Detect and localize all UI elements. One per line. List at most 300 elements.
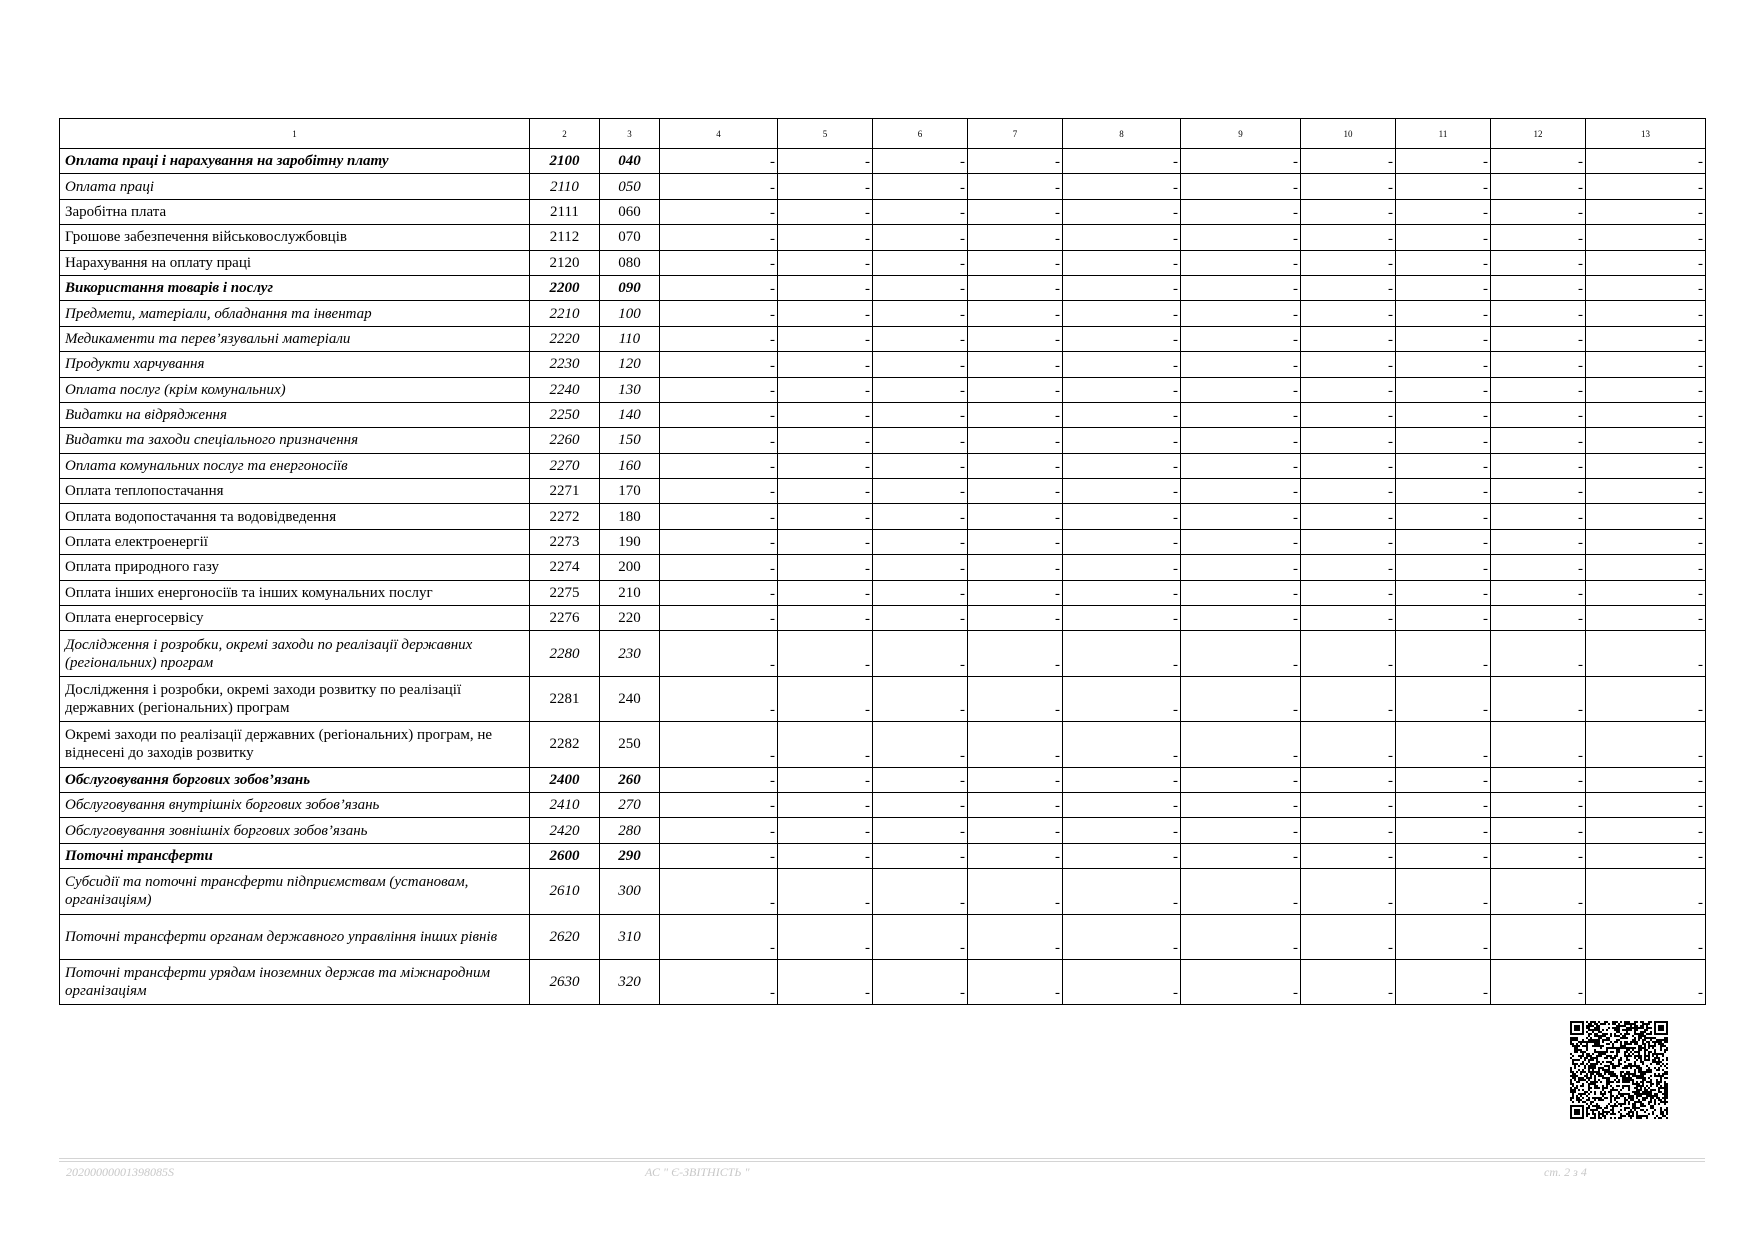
value-cell: - bbox=[660, 377, 778, 402]
value-cell: - bbox=[1063, 199, 1181, 224]
kekv-code: 2410 bbox=[530, 792, 600, 817]
value-cell: - bbox=[1301, 225, 1396, 250]
row-name: Окремі заходи по реалізації державних (регіональних) програм, не віднесені до заходів розвитку bbox=[60, 722, 530, 767]
value-cell: - bbox=[1396, 377, 1491, 402]
kekv-code: 2240 bbox=[530, 377, 600, 402]
value-cell: - bbox=[1396, 914, 1491, 959]
value-cell: - bbox=[968, 326, 1063, 351]
kekv-code: 2420 bbox=[530, 818, 600, 843]
value-cell: - bbox=[1491, 504, 1586, 529]
table-row bbox=[60, 301, 1706, 326]
value-cell: - bbox=[968, 722, 1063, 767]
line-code: 320 bbox=[600, 959, 660, 1004]
row-name: Оплата енергосервісу bbox=[60, 606, 530, 631]
table-row bbox=[60, 631, 1706, 676]
value-cell: - bbox=[873, 767, 968, 792]
value-cell: - bbox=[1491, 843, 1586, 868]
value-cell: - bbox=[1491, 275, 1586, 300]
value-cell: - bbox=[1586, 453, 1706, 478]
value-cell: - bbox=[778, 555, 873, 580]
line-code: 110 bbox=[600, 326, 660, 351]
kekv-code: 2274 bbox=[530, 555, 600, 580]
value-cell: - bbox=[873, 402, 968, 427]
kekv-code: 2200 bbox=[530, 275, 600, 300]
value-cell: - bbox=[873, 326, 968, 351]
value-cell: - bbox=[968, 428, 1063, 453]
kekv-code: 2112 bbox=[530, 225, 600, 250]
value-cell: - bbox=[1491, 529, 1586, 554]
value-cell: - bbox=[1586, 631, 1706, 676]
kekv-code: 2260 bbox=[530, 428, 600, 453]
value-cell: - bbox=[1181, 843, 1301, 868]
kekv-code: 2600 bbox=[530, 843, 600, 868]
value-cell: - bbox=[1063, 631, 1181, 676]
value-cell: - bbox=[1181, 402, 1301, 427]
value-cell: - bbox=[873, 453, 968, 478]
value-cell: - bbox=[1181, 479, 1301, 504]
value-cell: - bbox=[660, 631, 778, 676]
value-cell: - bbox=[1063, 377, 1181, 402]
value-cell: - bbox=[1301, 959, 1396, 1004]
value-cell: - bbox=[968, 529, 1063, 554]
value-cell: - bbox=[1181, 529, 1301, 554]
value-cell: - bbox=[1181, 914, 1301, 959]
table-body bbox=[60, 149, 1706, 1005]
value-cell: - bbox=[968, 275, 1063, 300]
value-cell: - bbox=[1396, 843, 1491, 868]
table-row bbox=[60, 377, 1706, 402]
value-cell: - bbox=[660, 428, 778, 453]
value-cell: - bbox=[1301, 722, 1396, 767]
kekv-code: 2281 bbox=[530, 676, 600, 721]
value-cell: - bbox=[660, 818, 778, 843]
value-cell: - bbox=[778, 792, 873, 817]
value-cell: - bbox=[778, 676, 873, 721]
value-cell: - bbox=[1063, 843, 1181, 868]
value-cell: - bbox=[1396, 428, 1491, 453]
line-code: 070 bbox=[600, 225, 660, 250]
line-code: 170 bbox=[600, 479, 660, 504]
value-cell: - bbox=[1063, 428, 1181, 453]
row-name: Обслуговування боргових зобов’язань bbox=[60, 767, 530, 792]
value-cell: - bbox=[1181, 676, 1301, 721]
value-cell: - bbox=[1063, 580, 1181, 605]
value-cell: - bbox=[1301, 479, 1396, 504]
value-cell: - bbox=[660, 199, 778, 224]
value-cell: - bbox=[778, 580, 873, 605]
value-cell: - bbox=[778, 402, 873, 427]
value-cell: - bbox=[660, 555, 778, 580]
value-cell: - bbox=[873, 631, 968, 676]
line-code: 220 bbox=[600, 606, 660, 631]
value-cell: - bbox=[778, 275, 873, 300]
value-cell: - bbox=[873, 959, 968, 1004]
value-cell: - bbox=[1063, 818, 1181, 843]
line-code: 290 bbox=[600, 843, 660, 868]
footer-divider-secondary bbox=[59, 1161, 1705, 1162]
value-cell: - bbox=[1301, 301, 1396, 326]
value-cell: - bbox=[1301, 352, 1396, 377]
table-row bbox=[60, 149, 1706, 174]
value-cell: - bbox=[968, 174, 1063, 199]
value-cell: - bbox=[660, 225, 778, 250]
row-name: Оплата праці bbox=[60, 174, 530, 199]
table-header bbox=[60, 119, 1706, 149]
value-cell: - bbox=[778, 869, 873, 914]
table-row bbox=[60, 843, 1706, 868]
value-cell: - bbox=[1586, 149, 1706, 174]
line-code: 260 bbox=[600, 767, 660, 792]
row-name: Оплата електроенергії bbox=[60, 529, 530, 554]
value-cell: - bbox=[660, 250, 778, 275]
value-cell: - bbox=[1396, 352, 1491, 377]
row-name: Заробітна плата bbox=[60, 199, 530, 224]
value-cell: - bbox=[1491, 301, 1586, 326]
kekv-code: 2120 bbox=[530, 250, 600, 275]
value-cell: - bbox=[873, 479, 968, 504]
column-number-header: 7 bbox=[968, 119, 1063, 149]
value-cell: - bbox=[1586, 606, 1706, 631]
value-cell: - bbox=[968, 479, 1063, 504]
value-cell: - bbox=[873, 199, 968, 224]
value-cell: - bbox=[968, 250, 1063, 275]
value-cell: - bbox=[1586, 428, 1706, 453]
kekv-code: 2276 bbox=[530, 606, 600, 631]
value-cell: - bbox=[660, 606, 778, 631]
value-cell: - bbox=[1396, 250, 1491, 275]
value-cell: - bbox=[1181, 606, 1301, 631]
kekv-code: 2250 bbox=[530, 402, 600, 427]
column-number-row bbox=[60, 119, 1706, 149]
kekv-code: 2280 bbox=[530, 631, 600, 676]
kekv-code: 2273 bbox=[530, 529, 600, 554]
value-cell: - bbox=[1181, 199, 1301, 224]
value-cell: - bbox=[778, 301, 873, 326]
kekv-code: 2610 bbox=[530, 869, 600, 914]
value-cell: - bbox=[1301, 428, 1396, 453]
row-name: Грошове забезпечення військовослужбовців bbox=[60, 225, 530, 250]
value-cell: - bbox=[1063, 529, 1181, 554]
line-code: 190 bbox=[600, 529, 660, 554]
value-cell: - bbox=[873, 301, 968, 326]
value-cell: - bbox=[968, 149, 1063, 174]
value-cell: - bbox=[1396, 722, 1491, 767]
row-name: Поточні трансферти органам державного управління інших рівнів bbox=[60, 914, 530, 959]
value-cell: - bbox=[968, 792, 1063, 817]
value-cell: - bbox=[1181, 326, 1301, 351]
value-cell: - bbox=[1396, 301, 1491, 326]
value-cell: - bbox=[778, 225, 873, 250]
value-cell: - bbox=[660, 149, 778, 174]
value-cell: - bbox=[1301, 869, 1396, 914]
table-row bbox=[60, 402, 1706, 427]
kekv-code: 2230 bbox=[530, 352, 600, 377]
value-cell: - bbox=[778, 199, 873, 224]
value-cell: - bbox=[968, 504, 1063, 529]
value-cell: - bbox=[778, 631, 873, 676]
value-cell: - bbox=[1063, 676, 1181, 721]
line-code: 120 bbox=[600, 352, 660, 377]
value-cell: - bbox=[1491, 479, 1586, 504]
value-cell: - bbox=[1301, 174, 1396, 199]
column-number-header: 5 bbox=[778, 119, 873, 149]
value-cell: - bbox=[873, 149, 968, 174]
value-cell: - bbox=[1063, 250, 1181, 275]
value-cell: - bbox=[1181, 275, 1301, 300]
value-cell: - bbox=[1063, 479, 1181, 504]
value-cell: - bbox=[1396, 453, 1491, 478]
value-cell: - bbox=[1181, 301, 1301, 326]
value-cell: - bbox=[1181, 149, 1301, 174]
value-cell: - bbox=[1181, 504, 1301, 529]
value-cell: - bbox=[1491, 453, 1586, 478]
value-cell: - bbox=[1063, 555, 1181, 580]
value-cell: - bbox=[778, 914, 873, 959]
row-name: Видатки та заходи спеціального призначення bbox=[60, 428, 530, 453]
line-code: 210 bbox=[600, 580, 660, 605]
column-number-header: 9 bbox=[1181, 119, 1301, 149]
footer-divider bbox=[59, 1158, 1705, 1159]
table-row bbox=[60, 250, 1706, 275]
value-cell: - bbox=[968, 843, 1063, 868]
table-row bbox=[60, 606, 1706, 631]
kekv-code: 2271 bbox=[530, 479, 600, 504]
row-name: Використання товарів і послуг bbox=[60, 275, 530, 300]
value-cell: - bbox=[1396, 606, 1491, 631]
value-cell: - bbox=[660, 869, 778, 914]
value-cell: - bbox=[778, 326, 873, 351]
value-cell: - bbox=[660, 767, 778, 792]
value-cell: - bbox=[1301, 676, 1396, 721]
column-number-header: 13 bbox=[1586, 119, 1706, 149]
value-cell: - bbox=[1181, 555, 1301, 580]
value-cell: - bbox=[1491, 580, 1586, 605]
row-name: Дослідження і розробки, окремі заходи розвитку по реалізації державних (регіональних) програм bbox=[60, 676, 530, 721]
row-name: Медикаменти та перев’язувальні матеріали bbox=[60, 326, 530, 351]
system-name: АС " Є-ЗВІТНІСТЬ " bbox=[645, 1165, 750, 1179]
value-cell: - bbox=[778, 453, 873, 478]
value-cell: - bbox=[1301, 555, 1396, 580]
row-name: Оплата теплопостачання bbox=[60, 479, 530, 504]
value-cell: - bbox=[660, 275, 778, 300]
value-cell: - bbox=[778, 250, 873, 275]
value-cell: - bbox=[1586, 402, 1706, 427]
column-number-header: 2 bbox=[530, 119, 600, 149]
value-cell: - bbox=[1063, 174, 1181, 199]
value-cell: - bbox=[968, 818, 1063, 843]
value-cell: - bbox=[968, 199, 1063, 224]
line-code: 250 bbox=[600, 722, 660, 767]
value-cell: - bbox=[1063, 352, 1181, 377]
value-cell: - bbox=[1063, 606, 1181, 631]
value-cell: - bbox=[1491, 606, 1586, 631]
value-cell: - bbox=[873, 250, 968, 275]
value-cell: - bbox=[1396, 225, 1491, 250]
table-row bbox=[60, 580, 1706, 605]
value-cell: - bbox=[1181, 580, 1301, 605]
value-cell: - bbox=[660, 792, 778, 817]
table-row bbox=[60, 529, 1706, 554]
value-cell: - bbox=[1181, 174, 1301, 199]
value-cell: - bbox=[1396, 402, 1491, 427]
value-cell: - bbox=[1586, 174, 1706, 199]
value-cell: - bbox=[1491, 250, 1586, 275]
table-row bbox=[60, 869, 1706, 914]
value-cell: - bbox=[1301, 529, 1396, 554]
table-row bbox=[60, 959, 1706, 1004]
value-cell: - bbox=[1586, 301, 1706, 326]
line-code: 060 bbox=[600, 199, 660, 224]
kekv-code: 2272 bbox=[530, 504, 600, 529]
kekv-code: 2110 bbox=[530, 174, 600, 199]
value-cell: - bbox=[1396, 275, 1491, 300]
row-name: Дослідження і розробки, окремі заходи по реалізації державних (регіональних) програм bbox=[60, 631, 530, 676]
value-cell: - bbox=[778, 767, 873, 792]
kekv-code: 2620 bbox=[530, 914, 600, 959]
value-cell: - bbox=[1063, 722, 1181, 767]
value-cell: - bbox=[968, 631, 1063, 676]
value-cell: - bbox=[968, 352, 1063, 377]
value-cell: - bbox=[1586, 843, 1706, 868]
value-cell: - bbox=[1063, 914, 1181, 959]
value-cell: - bbox=[1491, 174, 1586, 199]
value-cell: - bbox=[1586, 914, 1706, 959]
value-cell: - bbox=[873, 529, 968, 554]
row-name: Оплата інших енергоносіїв та інших комунальних послуг bbox=[60, 580, 530, 605]
row-name: Оплата комунальних послуг та енергоносіїв bbox=[60, 453, 530, 478]
value-cell: - bbox=[660, 843, 778, 868]
value-cell: - bbox=[1586, 676, 1706, 721]
value-cell: - bbox=[778, 843, 873, 868]
value-cell: - bbox=[778, 959, 873, 1004]
value-cell: - bbox=[1181, 959, 1301, 1004]
table-row bbox=[60, 174, 1706, 199]
line-code: 280 bbox=[600, 818, 660, 843]
value-cell: - bbox=[1396, 676, 1491, 721]
value-cell: - bbox=[1586, 479, 1706, 504]
value-cell: - bbox=[1063, 149, 1181, 174]
value-cell: - bbox=[1586, 722, 1706, 767]
value-cell: - bbox=[778, 428, 873, 453]
row-name: Предмети, матеріали, обладнання та інвентар bbox=[60, 301, 530, 326]
value-cell: - bbox=[1181, 767, 1301, 792]
value-cell: - bbox=[660, 352, 778, 377]
value-cell: - bbox=[1301, 326, 1396, 351]
value-cell: - bbox=[1586, 275, 1706, 300]
value-cell: - bbox=[660, 326, 778, 351]
table-row bbox=[60, 722, 1706, 767]
value-cell: - bbox=[1181, 250, 1301, 275]
column-number-header: 4 bbox=[660, 119, 778, 149]
value-cell: - bbox=[1491, 149, 1586, 174]
value-cell: - bbox=[1491, 377, 1586, 402]
line-code: 240 bbox=[600, 676, 660, 721]
value-cell: - bbox=[1586, 377, 1706, 402]
value-cell: - bbox=[1396, 149, 1491, 174]
value-cell: - bbox=[968, 377, 1063, 402]
value-cell: - bbox=[1491, 676, 1586, 721]
value-cell: - bbox=[873, 914, 968, 959]
column-number-header: 3 bbox=[600, 119, 660, 149]
line-code: 230 bbox=[600, 631, 660, 676]
table-row bbox=[60, 914, 1706, 959]
column-number-header: 8 bbox=[1063, 119, 1181, 149]
value-cell: - bbox=[1396, 631, 1491, 676]
report-table bbox=[59, 118, 1706, 1005]
value-cell: - bbox=[1301, 792, 1396, 817]
value-cell: - bbox=[660, 402, 778, 427]
value-cell: - bbox=[1301, 149, 1396, 174]
value-cell: - bbox=[873, 275, 968, 300]
value-cell: - bbox=[873, 174, 968, 199]
value-cell: - bbox=[778, 149, 873, 174]
value-cell: - bbox=[968, 959, 1063, 1004]
value-cell: - bbox=[968, 301, 1063, 326]
value-cell: - bbox=[778, 818, 873, 843]
value-cell: - bbox=[1491, 818, 1586, 843]
line-code: 310 bbox=[600, 914, 660, 959]
value-cell: - bbox=[660, 504, 778, 529]
value-cell: - bbox=[1063, 959, 1181, 1004]
kekv-code: 2275 bbox=[530, 580, 600, 605]
value-cell: - bbox=[1063, 402, 1181, 427]
value-cell: - bbox=[1181, 631, 1301, 676]
value-cell: - bbox=[1396, 792, 1491, 817]
value-cell: - bbox=[1063, 767, 1181, 792]
value-cell: - bbox=[1063, 453, 1181, 478]
value-cell: - bbox=[968, 402, 1063, 427]
value-cell: - bbox=[1396, 326, 1491, 351]
value-cell: - bbox=[660, 529, 778, 554]
value-cell: - bbox=[1301, 631, 1396, 676]
value-cell: - bbox=[873, 580, 968, 605]
value-cell: - bbox=[968, 869, 1063, 914]
value-cell: - bbox=[873, 676, 968, 721]
row-name: Обслуговування внутрішніх боргових зобов’язань bbox=[60, 792, 530, 817]
value-cell: - bbox=[968, 580, 1063, 605]
value-cell: - bbox=[1491, 869, 1586, 914]
value-cell: - bbox=[1181, 225, 1301, 250]
table-row bbox=[60, 792, 1706, 817]
line-code: 100 bbox=[600, 301, 660, 326]
value-cell: - bbox=[1586, 580, 1706, 605]
value-cell: - bbox=[1063, 275, 1181, 300]
kekv-code: 2210 bbox=[530, 301, 600, 326]
value-cell: - bbox=[660, 722, 778, 767]
value-cell: - bbox=[1491, 722, 1586, 767]
value-cell: - bbox=[1301, 402, 1396, 427]
line-code: 300 bbox=[600, 869, 660, 914]
value-cell: - bbox=[660, 301, 778, 326]
table-row bbox=[60, 479, 1706, 504]
page-number: ст. 2 з 4 bbox=[1544, 1165, 1587, 1179]
row-name: Субсидії та поточні трансферти підприємствам (установам, організаціям) bbox=[60, 869, 530, 914]
table-row bbox=[60, 504, 1706, 529]
row-name: Видатки на відрядження bbox=[60, 402, 530, 427]
value-cell: - bbox=[778, 479, 873, 504]
table-row bbox=[60, 818, 1706, 843]
value-cell: - bbox=[1396, 580, 1491, 605]
value-cell: - bbox=[1181, 352, 1301, 377]
value-cell: - bbox=[1301, 453, 1396, 478]
table-row bbox=[60, 352, 1706, 377]
table-row bbox=[60, 453, 1706, 478]
value-cell: - bbox=[660, 479, 778, 504]
row-name: Нарахування на оплату праці bbox=[60, 250, 530, 275]
row-name: Оплата послуг (крім комунальних) bbox=[60, 377, 530, 402]
value-cell: - bbox=[1181, 792, 1301, 817]
value-cell: - bbox=[873, 792, 968, 817]
